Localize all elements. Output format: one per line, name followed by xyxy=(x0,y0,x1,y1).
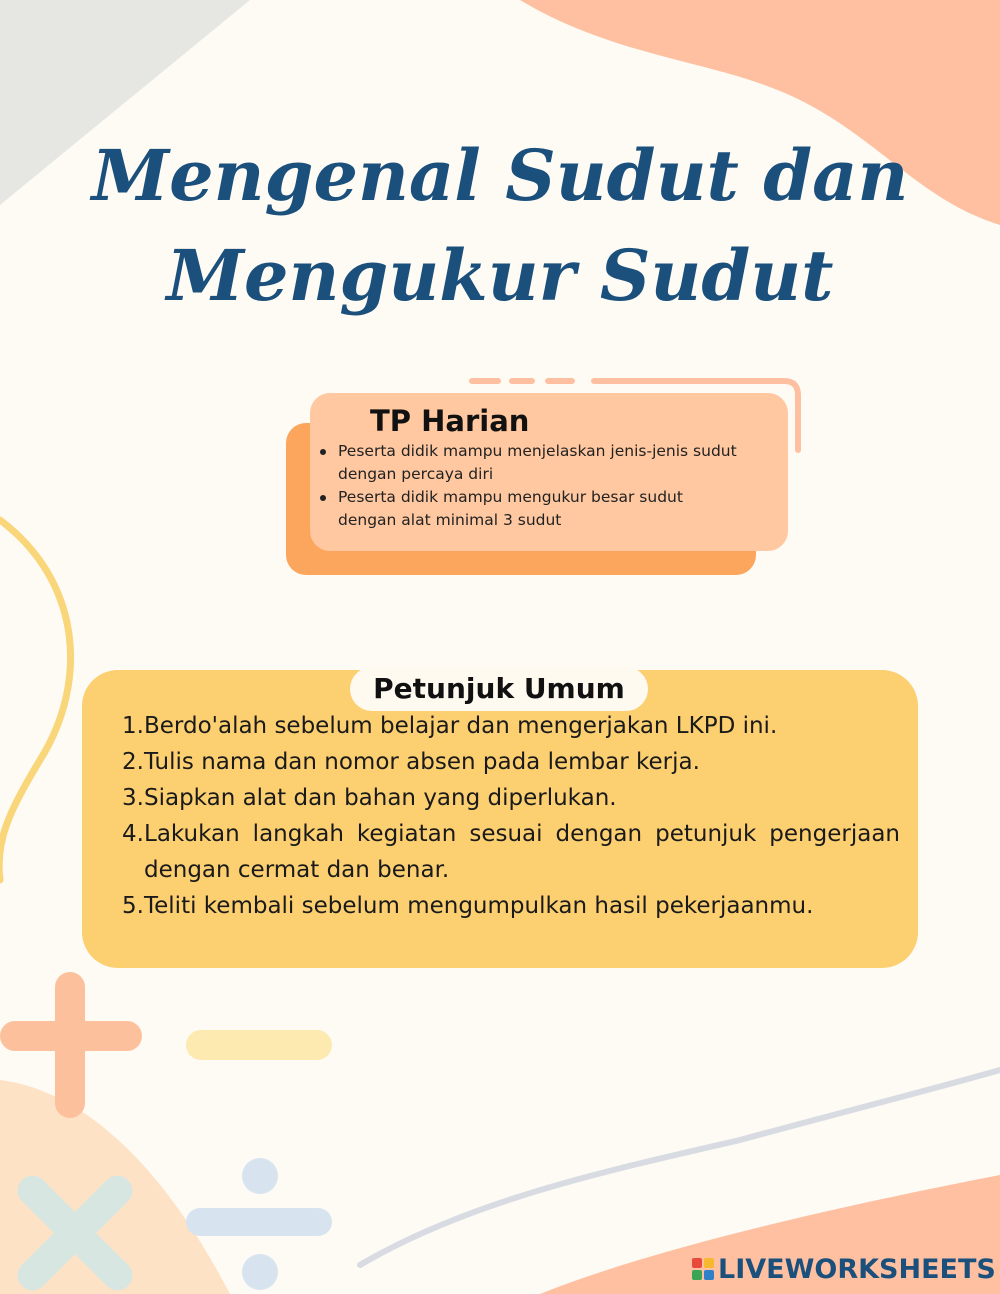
list-text: Siapkan alat dan bahan yang diperlukan. xyxy=(144,785,617,811)
tp-objective-item: Peserta didik mampu mengukur besar sudut dengan alat minimal 3 sudut xyxy=(318,486,738,532)
list-number: 5. xyxy=(122,893,144,919)
divide-bar xyxy=(186,1208,332,1236)
tp-objectives-list xyxy=(318,440,738,532)
list-item xyxy=(118,816,900,888)
tp-objective-item: Peserta didik mampu menjelaskan jenis-jenis sudut dengan percaya diri xyxy=(318,440,738,486)
list-number: 4. xyxy=(122,821,144,847)
divide-dot-bottom xyxy=(242,1254,278,1290)
list-text: Berdo'alah sebelum belajar dan mengerjakan LKPD ini. xyxy=(144,713,778,739)
divide-dot-top xyxy=(242,1158,278,1194)
page-title-line-1: Mengenal Sudut dan xyxy=(91,134,909,217)
minus-sign xyxy=(186,1030,332,1060)
list-text: Teliti kembali sebelum mengumpulkan hasil pekerjaanmu. xyxy=(144,893,814,919)
instructions-list xyxy=(118,708,900,924)
logo-tile-i xyxy=(704,1258,714,1268)
logo-tile-l xyxy=(692,1258,702,1268)
list-number: 3. xyxy=(122,785,144,811)
page-title-line-2: Mengukur Sudut xyxy=(166,234,834,317)
tp-heading: TP Harian xyxy=(370,404,530,438)
instructions-heading: Petunjuk Umum xyxy=(373,672,625,705)
list-item xyxy=(118,744,900,780)
list-number: 2. xyxy=(122,749,144,775)
list-item xyxy=(118,888,900,924)
list-text: Tulis nama dan nomor absen pada lembar kerja. xyxy=(144,749,700,775)
list-number: 1. xyxy=(122,713,144,739)
logo-icon xyxy=(692,1258,714,1280)
list-item xyxy=(118,708,900,744)
list-item xyxy=(118,780,900,816)
left-yellow-curve xyxy=(0,520,71,880)
logo-tile-v xyxy=(692,1270,702,1280)
logo-tile-e xyxy=(704,1270,714,1280)
logo-text: LIVEWORKSHEETS xyxy=(718,1253,996,1285)
plus-sign-horizontal xyxy=(0,1021,142,1051)
list-text: Lakukan langkah kegiatan sesuai dengan petunjuk pengerjaan dengan cermat dan benar. xyxy=(144,821,900,883)
liveworksheets-logo[interactable] xyxy=(692,1252,996,1286)
